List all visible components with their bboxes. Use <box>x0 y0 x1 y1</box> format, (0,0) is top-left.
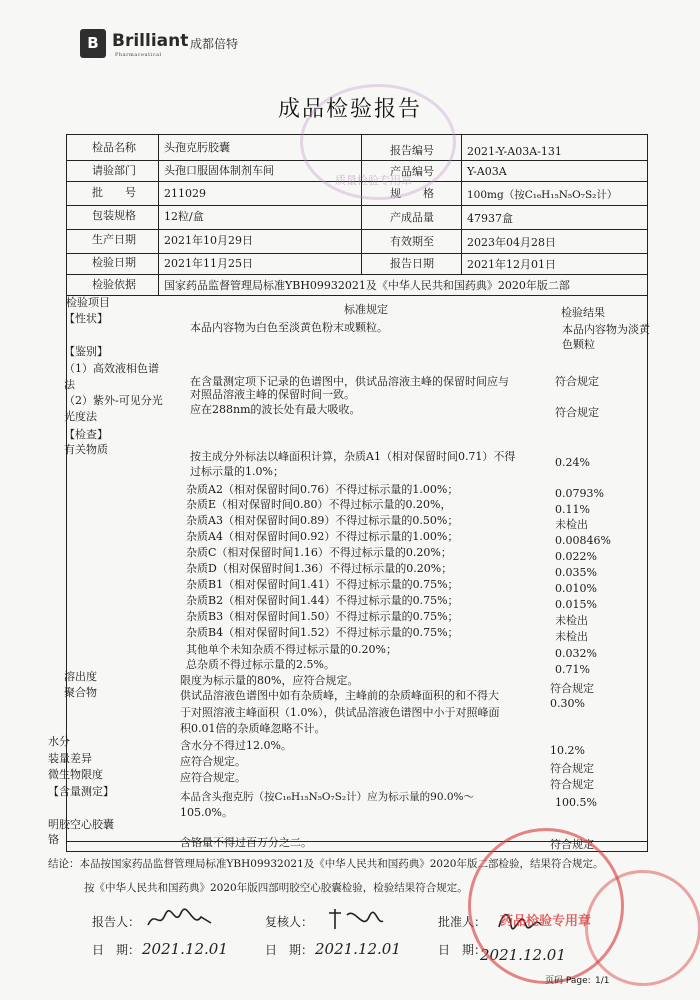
uv-item-line1: （2）紫外-可见分光 <box>64 394 163 407</box>
impurity-standard: 杂质B4（相对保留时间1.52）不得过标示量的0.75%； <box>186 626 459 639</box>
polymer-result: 0.30% <box>550 697 585 710</box>
hplc-item-line1: （1）高效液相色谱 <box>64 362 159 375</box>
col-item-header: 检验项目 <box>66 296 110 309</box>
output: 47937盒 <box>467 212 513 225</box>
approver-date: 2021.12.01 <box>480 946 566 964</box>
spec-label: 规 格 <box>390 187 434 200</box>
check-heading: 【检查】 <box>64 428 108 441</box>
impurity-result: 0.11% <box>555 503 590 516</box>
gelatin-capsule-label: 明胶空心胶囊 <box>48 818 114 831</box>
impurity-a1-standard-line1: 按主成分外标法以峰面积计算，杂质A1（相对保留时间0.71）不得 <box>190 450 516 463</box>
uv-item-line2: 光度法 <box>64 410 97 423</box>
impurity-result: 未检出 <box>555 518 588 531</box>
reviewer-date-label: 日 期： <box>265 943 314 957</box>
polymer-label: 聚合物 <box>64 686 97 699</box>
assay-standard-line2: 105.0%。 <box>180 806 233 819</box>
table-rule <box>66 274 647 275</box>
reporter-signature <box>145 905 215 938</box>
batch-label: 批 号 <box>92 186 136 199</box>
table-rule <box>66 205 647 206</box>
expiry-label: 有效期至 <box>390 235 434 248</box>
report-title: 成品检验报告 <box>277 97 422 122</box>
impurity-standard: 杂质C（相对保留时间1.16）不得过标示量的0.20%； <box>186 546 452 559</box>
uv-standard: 应在288nm的波长处有最大吸收。 <box>190 403 361 416</box>
test-date: 2021年11月25日 <box>164 257 253 270</box>
impurity-a1-result: 0.24% <box>555 456 590 469</box>
brand-name-cn: 成都倍特 <box>190 37 239 51</box>
impurity-standard: 总杂质不得过标示量的2.5%。 <box>186 658 335 671</box>
reviewer-label: 复核人： <box>265 915 314 929</box>
identification-heading: 【鉴别】 <box>64 345 108 358</box>
table-rule <box>66 295 647 296</box>
impurity-standard: 杂质D（相对保留时间1.36）不得过标示量的0.20%； <box>186 562 453 575</box>
hplc-result: 符合规定 <box>555 375 599 388</box>
impurity-standard: 杂质A3（相对保留时间0.89）不得过标示量的0.50%； <box>186 514 459 527</box>
report-date: 2021年12月01日 <box>467 258 556 271</box>
impurity-result: 未检出 <box>555 630 588 643</box>
report-no: 2021-Y-A03A-131 <box>467 145 562 158</box>
product-name-label: 检品名称 <box>92 141 136 154</box>
water-standard: 含水分不得过12.0%。 <box>180 739 292 752</box>
impurity-result: 0.010% <box>555 582 597 595</box>
mfg-date: 2021年10月29日 <box>164 234 253 247</box>
company-logo: B <box>80 29 106 58</box>
appearance-standard: 本品内容物为白色至淡黄色粉末或颗粒。 <box>190 321 388 334</box>
conclusion-line1: 结论：本品按国家药品监督管理局标准YBH09932021及《中华人民共和国药典》2020年版二部检验，结果符合规定。 <box>48 858 604 870</box>
hplc-item-line2: 法 <box>64 378 75 391</box>
approver-date-label: 日 期： <box>438 943 487 957</box>
spec: 100mg（按C₁₆H₁₅N₅O₇S₂计） <box>467 189 618 201</box>
appearance-result-line2: 色颗粒 <box>562 338 595 351</box>
hplc-standard-line2: 对照品溶液主峰的保留时间一致。 <box>190 388 355 401</box>
page-label: 页码 Page: <box>545 976 591 986</box>
chromium-result: 符合规定 <box>550 838 594 851</box>
related-substances-label: 有关物质 <box>64 443 108 456</box>
fill-variation-standard: 应符合规定。 <box>180 755 246 768</box>
basis-label: 检验依据 <box>92 278 136 291</box>
appearance-result-line1: 本品内容物为淡黄 <box>562 323 650 336</box>
impurity-standard: 其他单个未知杂质不得过标示量的0.20%； <box>186 643 397 656</box>
product-name: 头孢克肟胶囊 <box>164 141 230 154</box>
impurity-standard: 杂质B1（相对保留时间1.41）不得过标示量的0.75%； <box>186 578 459 591</box>
conclusion-line2: 按《中华人民共和国药典》2020年版四部明胶空心胶囊检验，检验结果符合规定。 <box>84 882 468 894</box>
report-no-label: 报告编号 <box>390 144 434 157</box>
polymer-standard-line3: 积0.01倍的杂质峰忽略不计。 <box>180 722 326 735</box>
impurity-result: 0.022% <box>555 550 597 563</box>
impurity-result: 0.032% <box>555 647 597 660</box>
brand-name: Brilliant <box>112 31 189 51</box>
microbial-label: 微生物限度 <box>48 768 103 781</box>
hplc-standard-line1: 在含量测定项下记录的色谱图中，供试品溶液主峰的保留时间应与 <box>190 375 509 388</box>
page-number: 1/1 <box>595 976 610 986</box>
impurity-result: 0.035% <box>555 566 597 579</box>
microbial-result: 符合规定 <box>550 778 594 791</box>
approver-label: 批准人： <box>438 915 487 929</box>
qa-stamp-top-text: 质量检验专用章 <box>335 174 412 187</box>
impurity-standard: 杂质A2（相对保留时间0.76）不得过标示量的1.00%； <box>186 483 459 496</box>
impurity-result: 未检出 <box>555 614 588 627</box>
dept: 头孢口服固体制剂车间 <box>164 164 274 177</box>
package: 12粒/盒 <box>164 210 204 223</box>
reporter-date-label: 日 期： <box>92 943 141 957</box>
mfg-date-label: 生产日期 <box>92 233 136 246</box>
impurity-standard: 杂质B2（相对保留时间1.44）不得过标示量的0.75%； <box>186 594 459 607</box>
table-rule <box>461 134 462 274</box>
assay-result: 100.5% <box>555 796 597 809</box>
impurity-result: 0.71% <box>555 663 590 676</box>
batch: 211029 <box>164 187 206 200</box>
dissolution-result: 符合规定 <box>550 682 594 695</box>
test-date-label: 检验日期 <box>92 256 136 269</box>
output-label: 产成品量 <box>390 211 434 224</box>
impurity-standard: 杂质E（相对保留时间0.80）不得过标示量的0.20%， <box>186 498 452 511</box>
basis: 国家药品监督管理局标准YBH09932021及《中华人民共和国药典》2020年版二部 <box>164 279 570 292</box>
report-date-label: 报告日期 <box>390 257 434 270</box>
reviewer-signature <box>325 905 385 938</box>
dissolution-label: 溶出度 <box>64 670 97 683</box>
reviewer-date: 2021.12.01 <box>315 940 401 958</box>
table-rule <box>66 253 647 254</box>
inspection-seal-text: 药品检验专用章 <box>500 914 592 929</box>
impurity-result: 0.0793% <box>555 487 604 500</box>
water-result: 10.2% <box>550 744 585 757</box>
assay-heading: 【含量测定】 <box>48 785 114 798</box>
product-no-label: 产品编号 <box>390 165 434 178</box>
expiry: 2023年04月28日 <box>467 236 556 249</box>
impurity-result: 0.00846% <box>555 534 611 547</box>
dissolution-standard: 限度为标示量的80%，应符合规定。 <box>180 674 359 687</box>
impurity-result: 0.015% <box>555 598 597 611</box>
polymer-standard-line1: 供试品溶液色谱图中如有杂质峰，主峰前的杂质峰面积的和不得大 <box>180 689 499 702</box>
package-label: 包装规格 <box>92 209 136 222</box>
impurity-standard: 杂质B3（相对保留时间1.50）不得过标示量的0.75%； <box>186 610 459 623</box>
reporter-label: 报告人： <box>92 915 141 929</box>
fill-variation-label: 装量差异 <box>48 752 92 765</box>
dept-label: 请验部门 <box>92 164 136 177</box>
table-rule <box>66 229 647 230</box>
col-result-header: 检验结果 <box>561 306 605 319</box>
impurity-standard: 杂质A4（相对保留时间0.92）不得过标示量的1.00%； <box>186 530 459 543</box>
chromium-standard: 含铬量不得过百万分之二。 <box>180 836 312 849</box>
col-standard-header: 标准规定 <box>344 303 388 316</box>
brand-subtitle: Pharmaceutical <box>115 52 162 58</box>
assay-standard-line1: 本品含头孢克肟（按C₁₆H₁₅N₅O₇S₂计）应为标示量的90.0%～ <box>180 791 474 803</box>
impurity-a1-standard-line2: 过标示量的1.0%； <box>190 465 284 478</box>
chromium-label: 铬 <box>48 833 59 846</box>
uv-result: 符合规定 <box>555 406 599 419</box>
product-no: Y-A03A <box>467 165 507 178</box>
reporter-date: 2021.12.01 <box>142 940 228 958</box>
table-rule <box>158 134 159 295</box>
appearance-heading: 【性状】 <box>64 312 108 325</box>
polymer-standard-line2: 于对照溶液主峰面积（1.0%），供试品溶液色谱图中小于对照峰面 <box>180 706 500 719</box>
inspection-seal-inner <box>585 870 700 986</box>
water-label: 水分 <box>48 735 70 748</box>
microbial-standard: 应符合规定。 <box>180 771 246 784</box>
fill-variation-result: 符合规定 <box>550 762 594 775</box>
